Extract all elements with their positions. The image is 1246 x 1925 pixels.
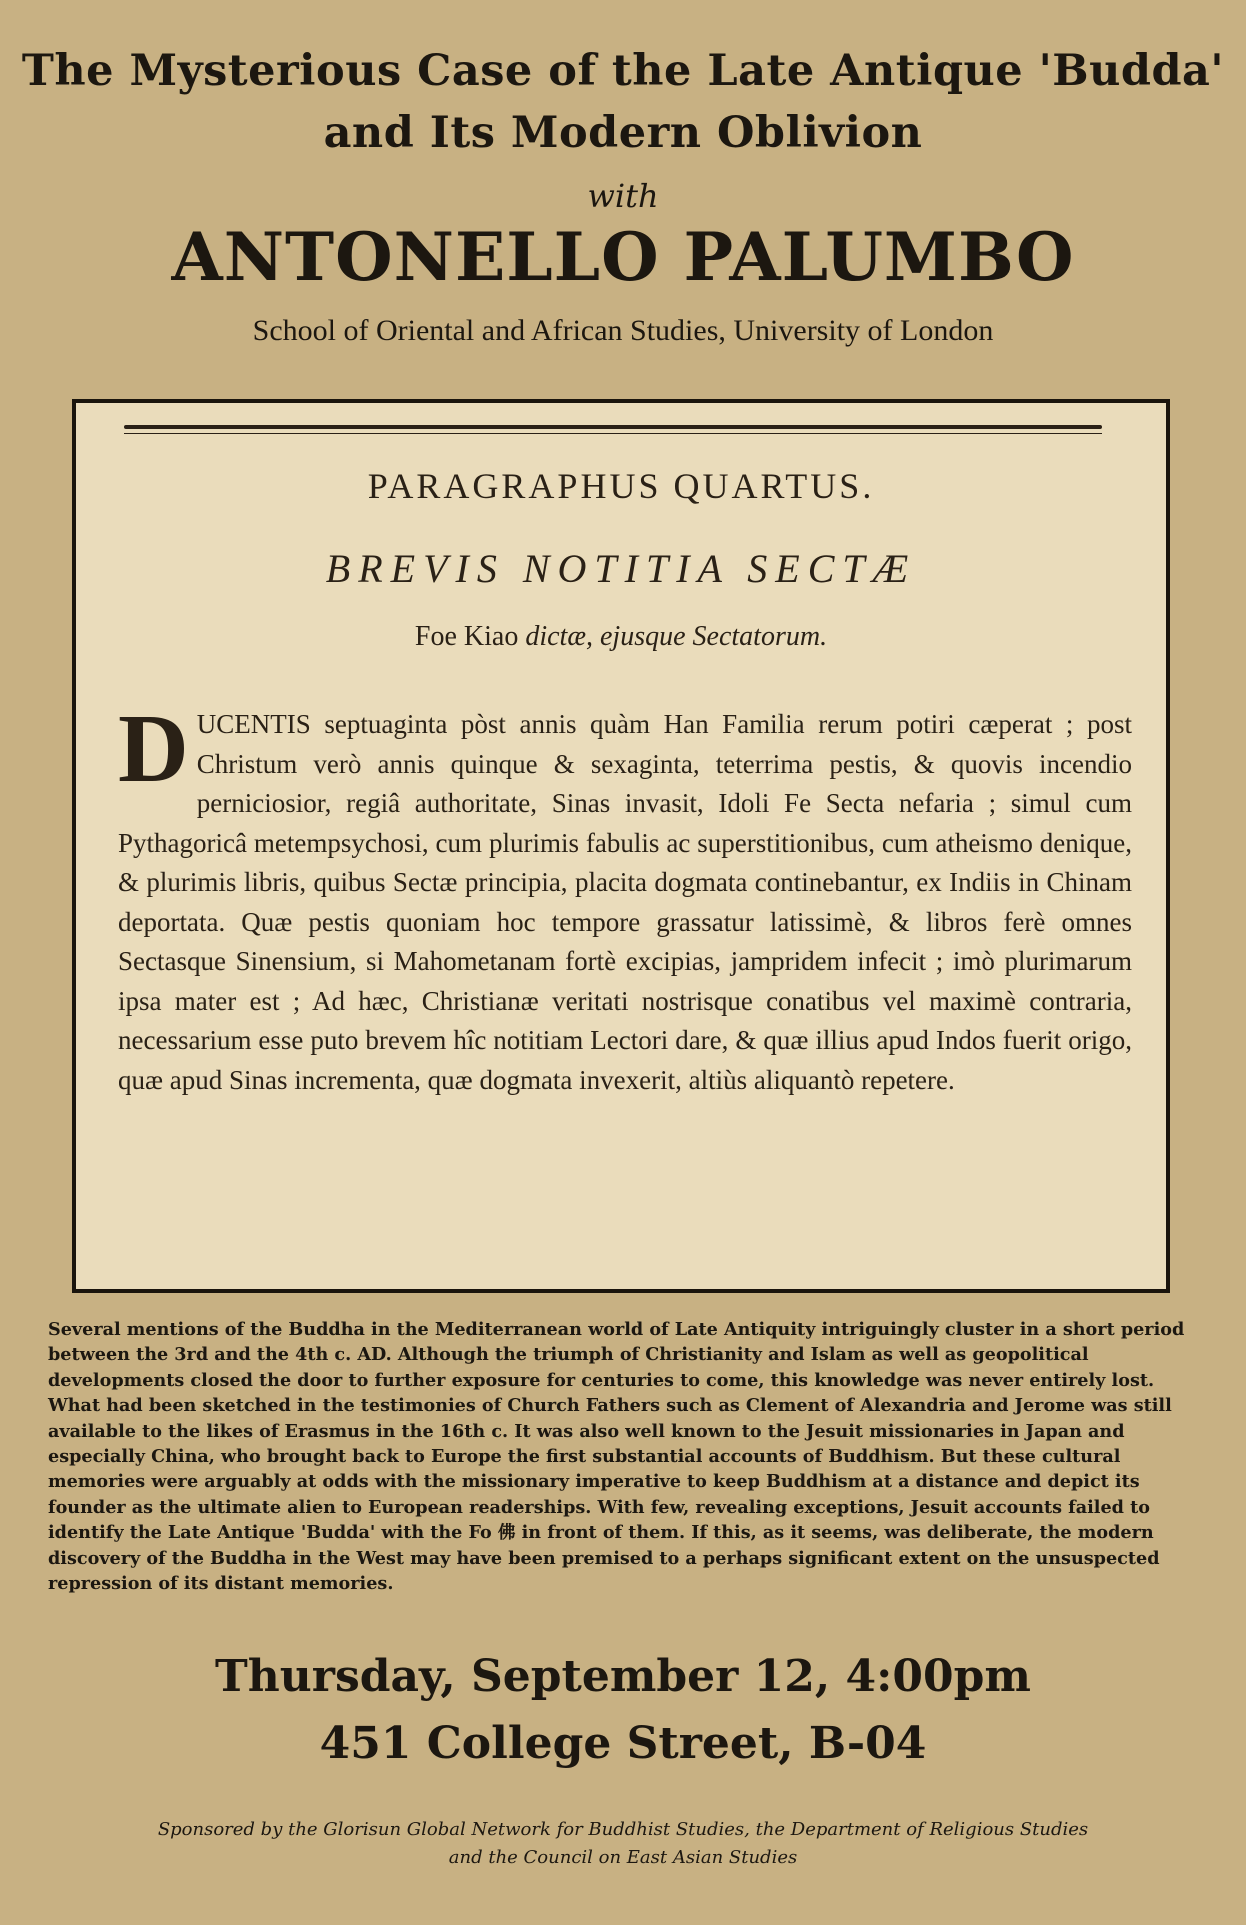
manuscript-body bbox=[118, 695, 1132, 1100]
manuscript-heading: PARAGRAPHUS QUARTUS. bbox=[367, 466, 875, 506]
manuscript-image bbox=[72, 399, 1170, 1293]
sponsor-note bbox=[0, 1816, 1246, 1872]
sponsor-line-2: and the Council on East Asian Studies bbox=[448, 1847, 798, 1868]
title-line-1: The Mysterious Case of the Late Antique 'Budda' bbox=[21, 46, 1225, 96]
page-rule bbox=[124, 425, 1102, 429]
subheading-2-plain: Foe Kiao bbox=[414, 621, 526, 652]
speaker-affiliation: School of Oriental and African Studies, University of London bbox=[252, 314, 994, 347]
abstract: Several mentions of the Buddha in the Mediterranean world of Late Antiquity intriguingly cluster in a short period between the 3rd and the 4th c. AD. Although the triumph of Christianity and Islam as well as geopolitical developments closed the door to further exposure for centuries to come, this knowledge was never entirely lost. What had been sketched in the testimonies of Church Fathers such as Clement of Alexandria and Jerome was still available to the likes of Erasmus in the 16th c. It was also well known to the Jesuit missionaries in Japan and especially China, who brought back to Europe the first substantial accounts of Buddhism. But these cultural memories were arguably at odds with the missionary imperative to keep Buddhism at a distance and depict its founder as the ultimate alien to European readerships. With few, revealing exceptions, Jesuit accounts failed to identify the Late Antique 'Budda' with the Fo 佛 in front of them. If this, as it seems, was deliberate, the modern discovery of the Buddha in the West may have been premised to a perhaps significant extent on the unsuspected repression of its distant memories. bbox=[48, 1319, 1185, 1595]
sponsor-line-1: Sponsored by the Glorisun Global Network for Buddhist Studies, the Department of Religious Studies bbox=[157, 1819, 1089, 1840]
drop-cap: D bbox=[118, 695, 189, 803]
event-title bbox=[0, 40, 1246, 164]
event-datetime: Thursday, September 12, 4:00pm bbox=[215, 1651, 1031, 1702]
manuscript-text: UCENTIS septuaginta pòst annis quàm Han Familia rerum potiri cæperat ; post Christum verò annis quinque & sexaginta, teterrima pestis, & quovis incendio perniciosior, regiâ authoritate, Sinas invasit, Idoli Fe Secta nefaria ; simul cum Pythagoricâ metempsychosi, cum plurimis fabulis ac superstitionibus, cum atheismo denique, & plurimis libris, quibus Sectæ principia, placita dogmata continebantur, ex Indiis in Chinam deportata. Quæ pestis quoniam hoc tempore grassatur latissimè, & libros ferè omnes Sectasque Sinensium, si Mahometanam fortè excipias, jampridem infecit ; imò plurimarum ipsa mater est ; Ad hæc, Christianæ veritati nostrisque conatibus vel maximè contraria, necessarium esse puto brevem hîc notitiam Lectori dare, & quæ illius apud Indos fuerit origo, quæ apud Sinas incrementa, quæ dogmata invexerit, altiùs aliquantò repetere. bbox=[118, 709, 1132, 1095]
event-location: 451 College Street, B-04 bbox=[319, 1718, 927, 1769]
manuscript-subheading: BREVIS NOTITIA SECTÆ bbox=[325, 546, 917, 591]
event-details bbox=[0, 1643, 1246, 1777]
subheading-2-italic: dictæ, ejusque Sectatorum. bbox=[525, 621, 828, 652]
with-label: with bbox=[587, 177, 659, 215]
title-line-2: and Its Modern Oblivion bbox=[323, 108, 923, 158]
page-rule-thin bbox=[124, 433, 1102, 434]
manuscript-subheading-2 bbox=[76, 621, 1166, 653]
speaker-name: ANTONELLO PALUMBO bbox=[171, 218, 1075, 296]
